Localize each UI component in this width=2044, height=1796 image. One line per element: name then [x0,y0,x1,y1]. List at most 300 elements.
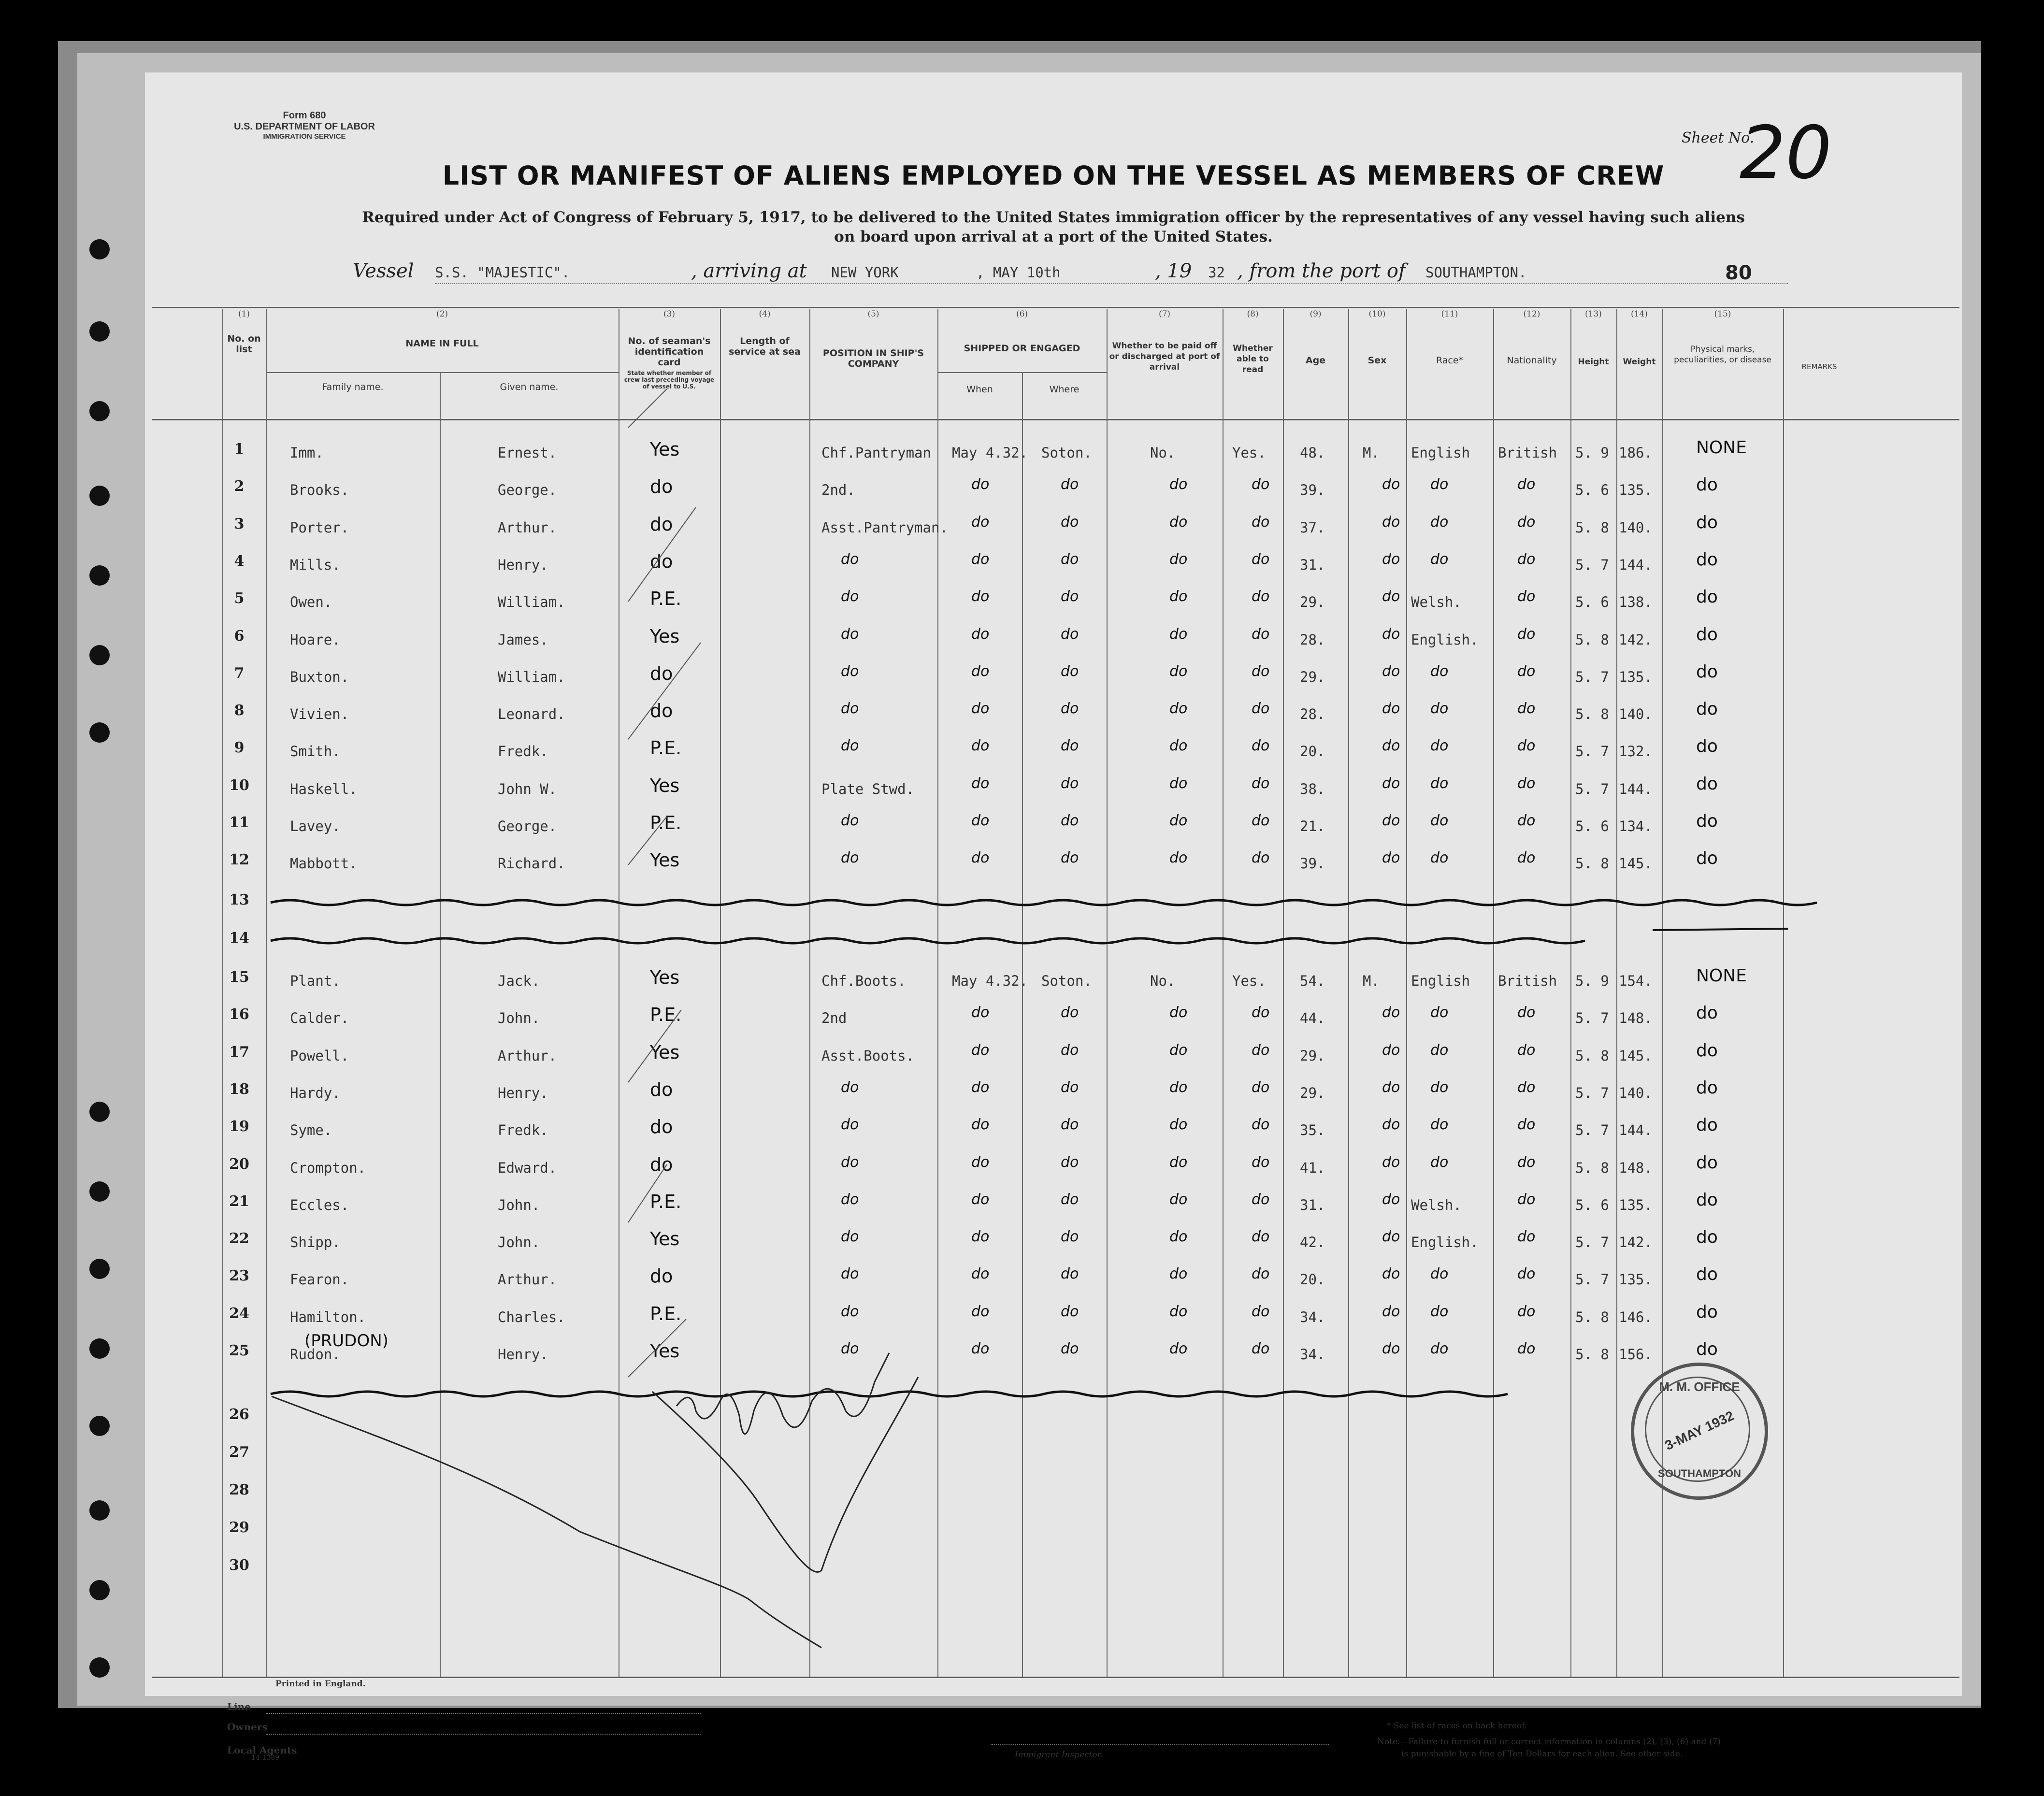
form-service: IMMIGRATION SERVICE [263,132,346,141]
sheet-number: 20 [1740,111,1832,195]
given-name: William. [498,669,565,685]
row-number: 17 [229,1044,249,1061]
seaman-card: Yes [650,967,680,988]
age: 34. [1300,1309,1325,1325]
office-stamp [1631,1363,1768,1500]
where-shipped: do [1061,1340,1079,1357]
col-num: (13) [1585,309,1602,319]
weight: 138. [1619,594,1653,610]
position: do [841,551,859,568]
nationality: do [1517,1116,1536,1133]
physical-marks: do [1696,1190,1718,1210]
age: 29. [1300,669,1325,685]
able-read: do [1252,1265,1270,1282]
age: 28. [1300,706,1325,722]
punch-hole [89,321,110,342]
col-num: (14) [1631,309,1648,319]
race: do [1430,514,1449,531]
sheet-label: Sheet No. [1682,129,1755,146]
owners-rule [266,1734,701,1735]
age: 34. [1300,1346,1325,1363]
row-number: 14 [229,930,249,947]
weight: 156. [1619,1346,1653,1363]
inspector-rule [991,1744,1329,1745]
physical-marks: do [1696,699,1718,719]
row-number: 26 [229,1406,249,1423]
race: do [1430,1116,1449,1133]
weight: 140. [1619,706,1653,722]
given-name: John. [498,1010,540,1026]
position: Chf.Pantryman [821,445,931,461]
weight: 144. [1619,557,1653,573]
seaman-card: Yes [650,1340,680,1362]
col-header-age: Age [1305,355,1326,366]
when-shipped: do [971,1079,990,1096]
able-read: Yes. [1232,445,1266,461]
row-number: 30 [229,1557,249,1574]
col-header-when: When [966,384,993,395]
paid-off: do [1169,812,1188,829]
row-number: 7 [234,665,245,682]
seaman-card: Yes [650,1042,680,1063]
col-num: (3) [663,309,676,319]
race: do [1430,1042,1449,1059]
able-read: do [1252,1116,1270,1133]
punch-hole [89,1580,110,1600]
able-read: do [1252,1191,1270,1208]
family-name: Shipp. [290,1234,341,1250]
paid-off: do [1169,849,1188,866]
where-shipped: do [1061,737,1079,754]
family-name: Rudon. [290,1346,341,1363]
position: do [841,700,859,717]
position: Chf.Boots. [821,973,906,989]
position: do [841,737,859,754]
row-number: 29 [229,1519,249,1536]
position: do [841,812,859,829]
position: do [841,1265,859,1282]
col-header-height: Height [1578,357,1609,367]
height: 5. 7 [1575,1010,1609,1026]
nationality: do [1517,1191,1536,1208]
line-label: Line [227,1701,251,1712]
race: do [1430,1265,1449,1282]
physical-marks: do [1696,811,1718,831]
age: 20. [1300,1271,1325,1288]
stamp-date: 3-MAY 1932 [1662,1408,1737,1453]
col-header-marks: Physical marks, peculiarities, or disease [1674,345,1771,365]
row-number: 23 [229,1267,249,1284]
height: 5. 8 [1575,855,1609,872]
when-shipped: do [971,588,990,605]
where-shipped: Soton. [1041,445,1092,461]
physical-marks: do [1696,1115,1718,1135]
when-shipped: do [971,663,990,680]
age: 38. [1300,781,1325,797]
given-name: Henry. [498,1085,548,1101]
nationality: do [1517,1228,1536,1245]
given-name: Fredk. [498,1122,548,1138]
family-name: Mills. [290,557,341,573]
family-name: Powell. [290,1048,349,1064]
paid-off: do [1169,1116,1188,1133]
able-read: do [1252,1079,1270,1096]
col-header-race: Race* [1436,355,1464,366]
height: 5. 8 [1575,1346,1609,1363]
weight: 135. [1619,1197,1653,1213]
given-name: Arthur. [498,519,557,536]
family-name: Fearon. [290,1271,349,1288]
paid-off: do [1169,1154,1188,1171]
row-number: 19 [229,1118,249,1135]
race: do [1430,849,1449,866]
family-name: Porter. [290,519,349,536]
weight: 145. [1619,1048,1653,1064]
race: English [1411,445,1470,461]
sex: M. [1363,445,1380,461]
form-department: U.S. DEPARTMENT OF LABOR [234,121,375,132]
given-name: John. [498,1197,540,1213]
row-number: 1 [234,441,245,458]
height: 5. 9 [1575,445,1609,461]
family-name: Eccles. [290,1197,349,1213]
col-num: (8) [1247,309,1259,319]
where-shipped: do [1061,1228,1079,1245]
family-name: Haskell. [290,781,358,797]
physical-marks: do [1696,1339,1718,1359]
col-header-where: Where [1049,384,1080,395]
where-shipped: do [1061,1265,1079,1282]
able-read: do [1252,588,1270,605]
age: 20. [1300,743,1325,760]
physical-marks: do [1696,1264,1718,1284]
col-header-shipped: SHIPPED OR ENGAGED [964,343,1080,354]
when-shipped: do [971,1191,990,1208]
family-name: Buxton. [290,669,349,685]
weight: 186. [1619,445,1653,461]
given-name: Henry. [498,1346,548,1363]
when-shipped: do [971,1340,990,1357]
when-shipped: May 4.32. [952,445,1028,461]
sex: do [1382,1191,1400,1208]
where-shipped: do [1061,588,1079,605]
year: 32 [1208,264,1225,281]
race: do [1430,737,1449,754]
col-num: (15) [1714,309,1731,319]
given-name: Fredk. [498,743,548,760]
nationality: do [1517,1042,1536,1059]
punch-hole [89,239,110,259]
page-title: LIST OR MANIFEST OF ALIENS EMPLOYED ON THE VESSEL AS MEMBERS OF CREW [442,160,1665,191]
height: 5. 7 [1575,1271,1609,1288]
arrival-date: , MAY 10th [976,264,1061,281]
nationality: do [1517,849,1536,866]
age: 21. [1300,818,1325,834]
punch-hole [89,645,110,665]
paid-off: No. [1150,445,1176,461]
punch-hole [89,1259,110,1279]
paid-off: do [1169,1265,1188,1282]
paid-off: do [1169,626,1188,643]
nationality: do [1517,1265,1536,1282]
age: 41. [1300,1160,1325,1176]
position: do [841,1340,859,1357]
where-shipped: do [1061,1116,1079,1133]
paid-off: do [1169,1079,1188,1096]
sex: do [1382,1079,1400,1096]
nationality: do [1517,775,1536,792]
height: 5. 7 [1575,1122,1609,1138]
weight: 145. [1619,855,1653,872]
weight: 154. [1619,973,1653,989]
paid-off: do [1169,1228,1188,1245]
paid-off: do [1169,775,1188,792]
weight: 142. [1619,1234,1653,1250]
family-name: Syme. [290,1122,332,1138]
vessel-label: Vessel [353,260,414,282]
race: do [1430,663,1449,680]
form-code: 14-1389 [251,1754,280,1762]
weight: 135. [1619,482,1653,498]
paid-off: do [1169,1303,1188,1320]
given-name: George. [498,482,557,498]
stamp-office: M. M. OFFICE [1659,1379,1740,1394]
sex: do [1382,476,1400,493]
physical-marks: do [1696,736,1718,756]
seaman-card: Yes [650,626,680,647]
fine-note-2: is punishable by a fine of Ten Dollars for each alien. See other side. [1401,1749,1683,1759]
nationality: do [1517,1340,1536,1357]
year-prefix: , 19 [1155,260,1192,282]
nationality: do [1517,476,1536,493]
when-shipped: do [971,476,990,493]
when-shipped: do [971,1004,990,1021]
row-number: 10 [229,777,249,794]
col-header-given: Given name. [500,382,559,392]
sex: do [1382,663,1400,680]
age: 28. [1300,632,1325,648]
height: 5. 7 [1575,743,1609,760]
race: do [1430,476,1449,493]
col-header-sex: Sex [1367,355,1387,366]
row-number: 3 [234,516,245,532]
row-number: 6 [234,628,245,645]
paid-off: do [1169,588,1188,605]
position: do [841,1303,859,1320]
when-shipped: do [971,1154,990,1171]
weight: 142. [1619,632,1653,648]
punch-hole [89,486,110,506]
row-number: 2 [234,478,245,495]
row-number: 22 [229,1230,249,1247]
punch-hole [89,1500,110,1521]
race: do [1430,1004,1449,1021]
family-name: Smith. [290,743,341,760]
seaman-card: Yes [650,849,680,871]
given-name: Edward. [498,1160,557,1176]
race: do [1430,1154,1449,1171]
physical-marks: do [1696,1153,1718,1173]
vessel-number: 80 [1725,262,1752,284]
weight: 144. [1619,1122,1653,1138]
family-name: Calder. [290,1010,349,1026]
family-name: Owen. [290,594,332,610]
weight: 132. [1619,743,1653,760]
paid-off: No. [1150,973,1176,989]
where-shipped: do [1061,626,1079,643]
col-header-able-read: Whether able to read [1233,344,1273,374]
position: do [841,1116,859,1133]
height: 5. 8 [1575,1309,1609,1325]
row-number: 9 [234,739,245,756]
position: do [841,1228,859,1245]
weight: 135. [1619,669,1653,685]
able-read: do [1252,551,1270,568]
seaman-card: do [650,551,673,572]
when-shipped: do [971,1265,990,1282]
sex: do [1382,812,1400,829]
able-read: do [1252,1154,1270,1171]
sex: do [1382,1228,1400,1245]
seaman-card: do [650,514,673,535]
height: 5. 8 [1575,632,1609,648]
position: do [841,663,859,680]
row-number: 8 [234,702,245,719]
able-read: do [1252,1228,1270,1245]
arrival-port: NEW YORK [831,264,899,281]
weight: 140. [1619,519,1653,536]
given-name: Henry. [498,557,548,573]
physical-marks: do [1696,1302,1718,1322]
when-shipped: do [971,812,990,829]
owners-label: Owners [227,1721,268,1733]
subtitle-line-1: Required under Act of Congress of February 5, 1917, to be delivered to the United States immigration officer by the representatives of any vessel having such aliens [362,209,1745,226]
height: 5. 7 [1575,557,1609,573]
when-shipped: do [971,700,990,717]
height: 5. 7 [1575,1085,1609,1101]
age: 35. [1300,1122,1325,1138]
seaman-card: do [650,700,673,721]
punch-hole [89,1181,110,1202]
nationality: do [1517,588,1536,605]
age: 44. [1300,1010,1325,1026]
nationality: do [1517,700,1536,717]
physical-marks: do [1696,1041,1718,1061]
age: 39. [1300,855,1325,872]
paid-off: do [1169,663,1188,680]
col-num: (11) [1441,309,1458,319]
when-shipped: May 4.32. [952,973,1028,989]
inspector-label: Immigrant Inspector. [1015,1750,1103,1760]
physical-marks: do [1696,1003,1718,1023]
when-shipped: do [971,626,990,643]
col-header-card-note: State whether member of crew last preceding voyage of vessel to U.S. [624,370,715,390]
col-header-card: No. of seaman's identification card [628,336,711,368]
when-shipped: do [971,849,990,866]
line-rule [266,1713,701,1714]
position: Asst.Boots. [821,1048,915,1064]
subtitle-line-2: on board upon arrival at a port of the United States. [834,228,1273,245]
where-shipped: do [1061,1004,1079,1021]
able-read: do [1252,737,1270,754]
row-number: 4 [234,553,245,570]
sex: do [1382,1303,1400,1320]
col-num: (1) [238,309,250,319]
family-name: Hoare. [290,632,341,648]
punch-hole [89,401,110,421]
seaman-card: Yes [650,1228,680,1250]
nationality: do [1517,1154,1536,1171]
col-num: (10) [1368,309,1386,319]
paid-off: do [1169,737,1188,754]
weight: 144. [1619,781,1653,797]
position: 2nd. [821,482,855,498]
family-name: Hamilton. [290,1309,366,1325]
sex: do [1382,1265,1400,1282]
row-number: 11 [229,814,249,831]
when-shipped: do [971,1303,990,1320]
where-shipped: do [1061,551,1079,568]
able-read: do [1252,1303,1270,1320]
physical-marks: do [1696,550,1718,570]
vessel-name: S.S. "MAJESTIC". [435,264,570,281]
age: 42. [1300,1234,1325,1250]
nationality: do [1517,514,1536,531]
family-name: Mabbott. [290,855,358,872]
able-read: do [1252,775,1270,792]
physical-marks: do [1696,1227,1718,1247]
height: 5. 7 [1575,781,1609,797]
row-number: 13 [229,891,249,908]
physical-marks: do [1696,513,1718,532]
nationality: do [1517,737,1536,754]
race: English. [1411,1234,1479,1250]
family-name: Crompton. [290,1160,366,1176]
family-name: Brooks. [290,482,349,498]
seaman-card: do [650,663,673,684]
col-header-no: No. on list [227,333,261,355]
col-num: (4) [759,309,771,319]
row-number: 18 [229,1081,249,1098]
able-read: do [1252,849,1270,866]
paid-off: do [1169,551,1188,568]
position: do [841,1079,859,1096]
col-num: (2) [436,309,448,319]
height: 5. 8 [1575,1048,1609,1064]
nationality: do [1517,663,1536,680]
position: Plate Stwd. [821,781,915,797]
race: do [1430,1340,1449,1357]
when-shipped: do [971,1042,990,1059]
family-name: Lavey. [290,818,341,834]
race: do [1430,812,1449,829]
table-bottom-rule [152,1677,1959,1678]
row-number: 25 [229,1342,249,1359]
nationality: British [1498,445,1557,461]
physical-marks: do [1696,475,1718,495]
punch-hole [89,1657,110,1678]
able-read: Yes. [1232,973,1266,989]
given-name: James. [498,632,548,648]
physical-marks: do [1696,625,1718,645]
stamp-location: SOUTHAMPTON [1658,1467,1741,1480]
family-name: Vivien. [290,706,349,722]
race: Welsh. [1411,594,1462,610]
where-shipped: do [1061,1154,1079,1171]
able-read: do [1252,626,1270,643]
able-read: do [1252,1340,1270,1357]
seaman-card: do [650,1116,673,1137]
